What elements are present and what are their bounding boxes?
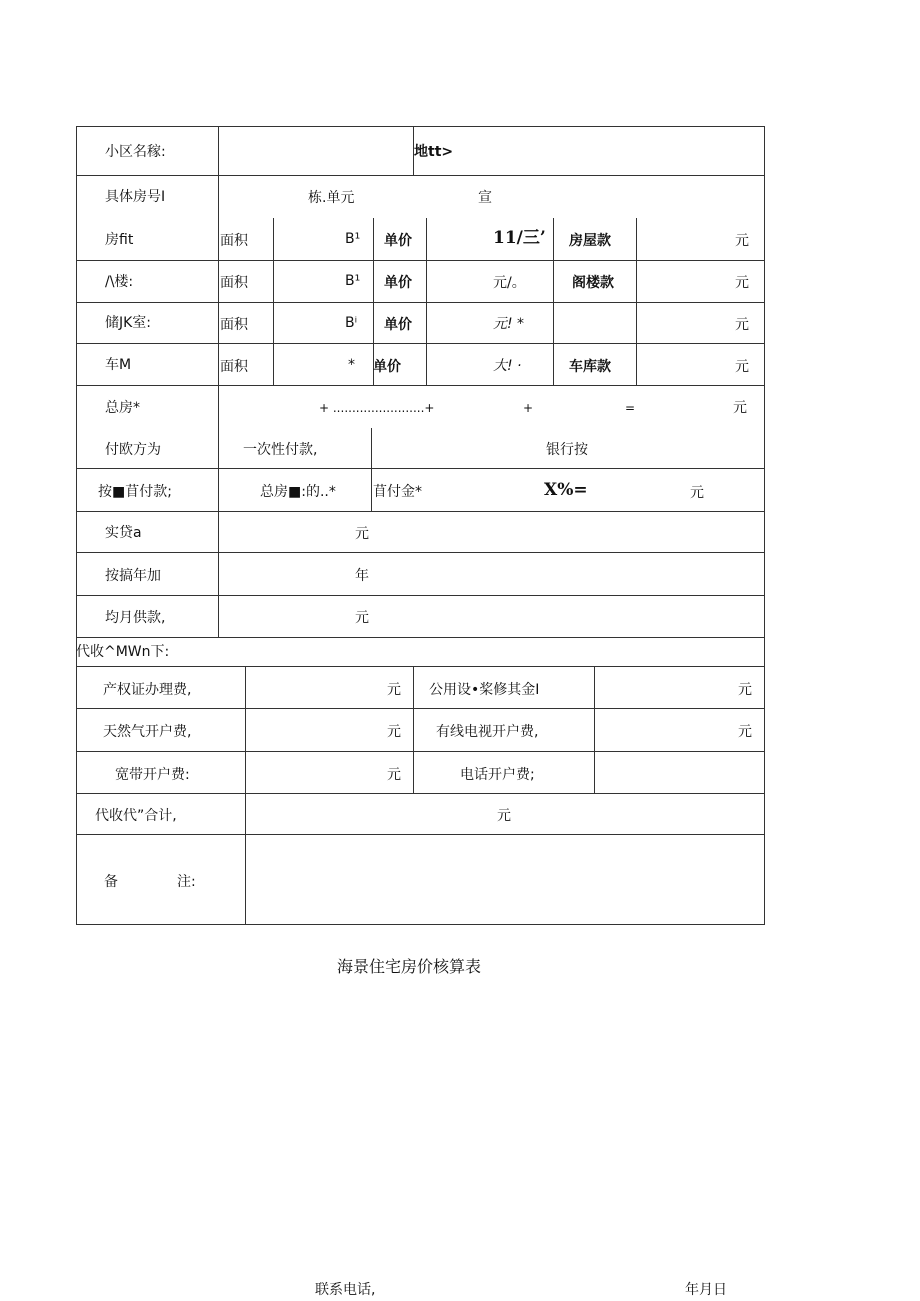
row-line [76, 552, 765, 553]
yuan-unit: 元 [735, 275, 749, 291]
row-line [76, 302, 765, 303]
collected-total-label: 代收代”合计, [95, 808, 177, 824]
row-line [76, 468, 765, 469]
yuan-unit: 元 [497, 808, 511, 824]
yuan-unit: 元 [387, 767, 401, 783]
row-line [76, 708, 765, 709]
price-unit: 11/三’ [493, 228, 546, 248]
yuan-unit: 元 [738, 682, 752, 698]
row-line [76, 793, 765, 794]
building-unit-label: 栋.单元 [308, 190, 355, 206]
remark-label: 备 [104, 874, 118, 890]
price-label: 单价 [384, 275, 412, 291]
col-line [218, 126, 219, 637]
yuan-unit: 元 [387, 724, 401, 740]
remark-label-suffix: 注: [177, 874, 196, 890]
down-payment-amount-label: 苜付金* [373, 484, 422, 500]
price-unit: 大! · [493, 358, 522, 374]
sum-equals: = [625, 401, 636, 415]
area-unit: B¹ [345, 231, 361, 247]
yuan-unit: 元 [735, 233, 749, 249]
monthly-payment-label: 均月供款, [105, 610, 166, 626]
row-line [76, 637, 765, 638]
area-label: 面积 [220, 317, 248, 333]
garage-label: 车M [105, 357, 132, 373]
col-line [426, 218, 427, 385]
percent-formula: X%= [544, 480, 588, 500]
price-label: 单价 [384, 233, 412, 249]
area-unit: * [348, 357, 355, 373]
yuan-unit: 元 [735, 317, 749, 333]
contact-phone-label: 联系电话, [315, 1282, 376, 1298]
total-price-formula: 总房■:的..* [260, 484, 336, 500]
sum-plus: + [523, 401, 534, 415]
total-price-label: 总房* [105, 400, 140, 416]
col-line [245, 666, 246, 925]
row-line [76, 511, 765, 512]
yuan-unit: 元 [690, 485, 704, 501]
down-payment-label: 按■苜付款; [98, 484, 172, 500]
page-title: 海景住宅房价核算表 [337, 957, 482, 976]
yuan-unit: 元 [738, 724, 752, 740]
row-line [76, 666, 765, 667]
loan-amount-label: 实贷a [105, 525, 142, 541]
area-label: 面积 [220, 359, 248, 375]
mortgage-option: 银行按 [546, 442, 588, 458]
yuan-unit: 元 [733, 400, 747, 416]
storage-label: 储JK室: [105, 315, 152, 331]
area-unit: Bⁱ [345, 315, 358, 331]
price-unit: 元! * [493, 316, 525, 332]
col-line [273, 218, 274, 385]
col-line [413, 666, 414, 793]
house-label: 房fit [105, 232, 134, 248]
row-line [76, 595, 765, 596]
address-label: 地tt> [414, 144, 454, 160]
sum-dots: + ........................+ [319, 401, 435, 415]
yuan-unit: 元 [735, 359, 749, 375]
col-line [594, 666, 595, 793]
garage-amount-label: 车库款 [569, 359, 611, 375]
row-line [76, 343, 765, 344]
price-label: 单价 [384, 317, 412, 333]
community-name-label: 小区名稼: [105, 144, 166, 160]
yuan-unit: 元 [355, 610, 369, 626]
date-label: 年月日 [685, 1282, 727, 1298]
yuan-unit: 元 [355, 526, 369, 542]
payment-method-label: 付欧方为 [105, 442, 161, 458]
house-amount-label: 房屋款 [569, 233, 611, 249]
price-label: 单价 [373, 359, 401, 375]
loan-years-label: 按搞年加 [105, 568, 161, 584]
lump-sum-option: 一次性付款, [243, 442, 318, 458]
col-line [636, 218, 637, 385]
property-cert-fee-label: 产权证办理费, [103, 682, 192, 698]
phone-fee-label: 电话开户费; [460, 767, 535, 783]
yuan-unit: 元 [387, 682, 401, 698]
col-line [553, 218, 554, 385]
broadband-fee-label: 宽带开户费: [115, 767, 190, 783]
attic-label: /\楼: [105, 274, 134, 290]
attic-amount-label: 阁楼款 [572, 275, 614, 291]
area-unit: B¹ [345, 273, 361, 289]
collected-fees-heading: 代收^MWn下: [76, 644, 170, 660]
row-line [76, 175, 765, 176]
area-label: 面积 [220, 233, 248, 249]
row-line [76, 260, 765, 261]
room-number-label: 具体房号I [105, 189, 166, 205]
room-label: 宣 [478, 190, 492, 206]
col-line [371, 428, 372, 511]
area-label: 面积 [220, 275, 248, 291]
row-line [76, 385, 765, 386]
gas-fee-label: 天然气开户费, [103, 724, 192, 740]
row-line [76, 751, 765, 752]
year-unit: 年 [355, 568, 369, 584]
maintenance-fund-label: 公用设•桨修其金I [429, 682, 540, 698]
price-unit: 元/。 [493, 275, 526, 291]
cable-tv-fee-label: 有线电视开户费, [436, 724, 539, 740]
price-table [76, 126, 765, 925]
row-line [76, 834, 765, 835]
